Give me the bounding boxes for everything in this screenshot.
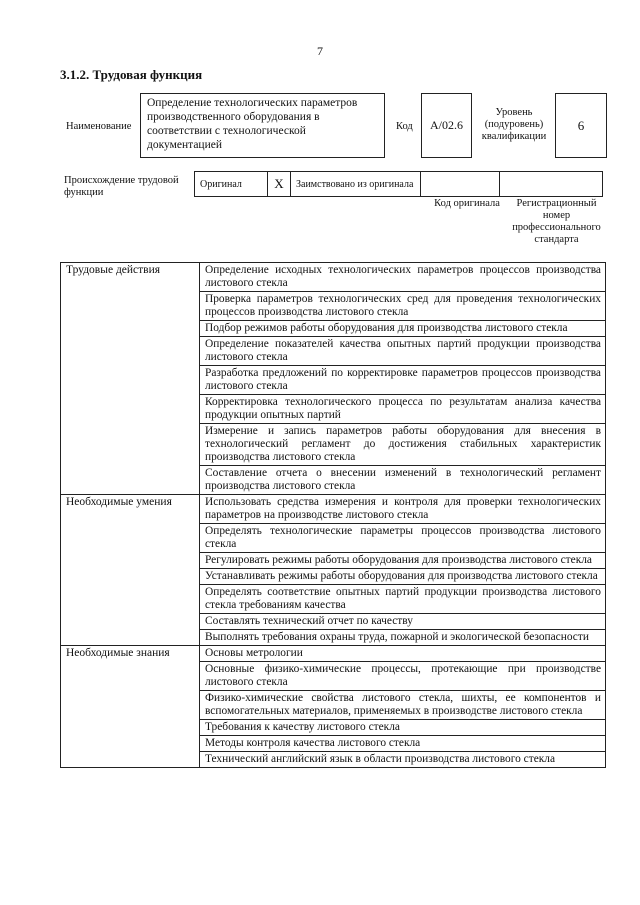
table-row [61, 646, 606, 662]
section-item: Проверка параметров технологических сред для проведения технологических процессов производства листового стекла [200, 292, 606, 321]
reg-number-label: Регистрационный номер профессионального стандарта [512, 198, 601, 245]
code-original-label: Код оригинала [434, 198, 500, 209]
name-label: Наименование [66, 121, 132, 132]
table-row [61, 495, 606, 524]
section-item: Составление отчета о внесении изменений в технологический регламент производства листового стекла [200, 466, 606, 495]
level-value: 6 [577, 117, 585, 133]
section-item: Регулировать режимы работы оборудования для производства листового стекла [200, 553, 606, 569]
code-original-cell [421, 172, 500, 197]
section-item: Основы метрологии [200, 646, 606, 662]
section-item: Определение исходных технологических параметров процессов производства листового стекла [200, 263, 606, 292]
section-item: Устанавливать режимы работы оборудования для производства листового стекла [200, 569, 606, 585]
section-item: Определять соответствие опытных партий продукции производства листового стекла требованиям качества [200, 585, 606, 614]
section-item: Использовать средства измерения и контроля для проверки технологических параметров на производстве листового стекла [200, 495, 606, 524]
section-title-cell: Необходимые знания [61, 646, 200, 768]
section-title: 3.1.2. Трудовая функция [60, 67, 203, 82]
section-title-cell: Необходимые умения [61, 495, 200, 646]
section-item: Физико-химические свойства листового стекла, шихты, ее компонентов и вспомогательных материалов, применяемых в производстве листового стекла [200, 691, 606, 720]
level-label: Уровень (подуровень) квалификации [481, 107, 547, 142]
section-item: Разработка предложений по корректировке параметров процессов производства листового стекла [200, 366, 606, 395]
original-mark-cell [268, 172, 291, 197]
code-value: A/02.6 [430, 118, 463, 132]
original-label: Оригинал [200, 178, 242, 190]
original-label-cell [195, 172, 268, 197]
function-name-box [140, 93, 385, 158]
borrowed-cell [291, 172, 421, 197]
code-label: Код [396, 121, 413, 132]
section-item: Определение показателей качества опытных партий продукции производства листового стекла [200, 337, 606, 366]
section-item: Требования к качеству листового стекла [200, 720, 606, 736]
section-item: Выполнять требования охраны труда, пожарной и экологической безопасности [200, 630, 606, 646]
original-mark: X [274, 176, 284, 191]
main-table [60, 262, 606, 768]
table-row [61, 263, 606, 292]
origin-table [194, 171, 603, 197]
section-item: Основные физико-химические процессы, протекающие при производстве листового стекла [200, 662, 606, 691]
section-item: Измерение и запись параметров работы оборудования для внесения в технологический регламент до достижения стабильных характеристик производства листового стекла [200, 424, 606, 466]
section-title-cell: Трудовые действия [61, 263, 200, 495]
section-item: Подбор режимов работы оборудования для производства листового стекла [200, 321, 606, 337]
code-box [421, 93, 472, 158]
section-item: Методы контроля качества листового стекла [200, 736, 606, 752]
section-item: Технический английский язык в области производства листового стекла [200, 752, 606, 768]
section-item: Определять технологические параметры процессов производства листового стекла [200, 524, 606, 553]
section-item: Корректировка технологического процесса по результатам анализа качества продукции опытных партий [200, 395, 606, 424]
page-number: 7 [317, 44, 323, 58]
function-name: Определение технологических параметров производственного оборудования в соответствии с технологической документацией [147, 97, 358, 151]
reg-number-cell [500, 172, 603, 197]
section-item: Составлять технический отчет по качеству [200, 614, 606, 630]
borrowed-label: Заимствовано из оригинала [296, 178, 414, 190]
origin-label: Происхождение трудовой функции [64, 175, 179, 198]
level-box [555, 93, 607, 158]
